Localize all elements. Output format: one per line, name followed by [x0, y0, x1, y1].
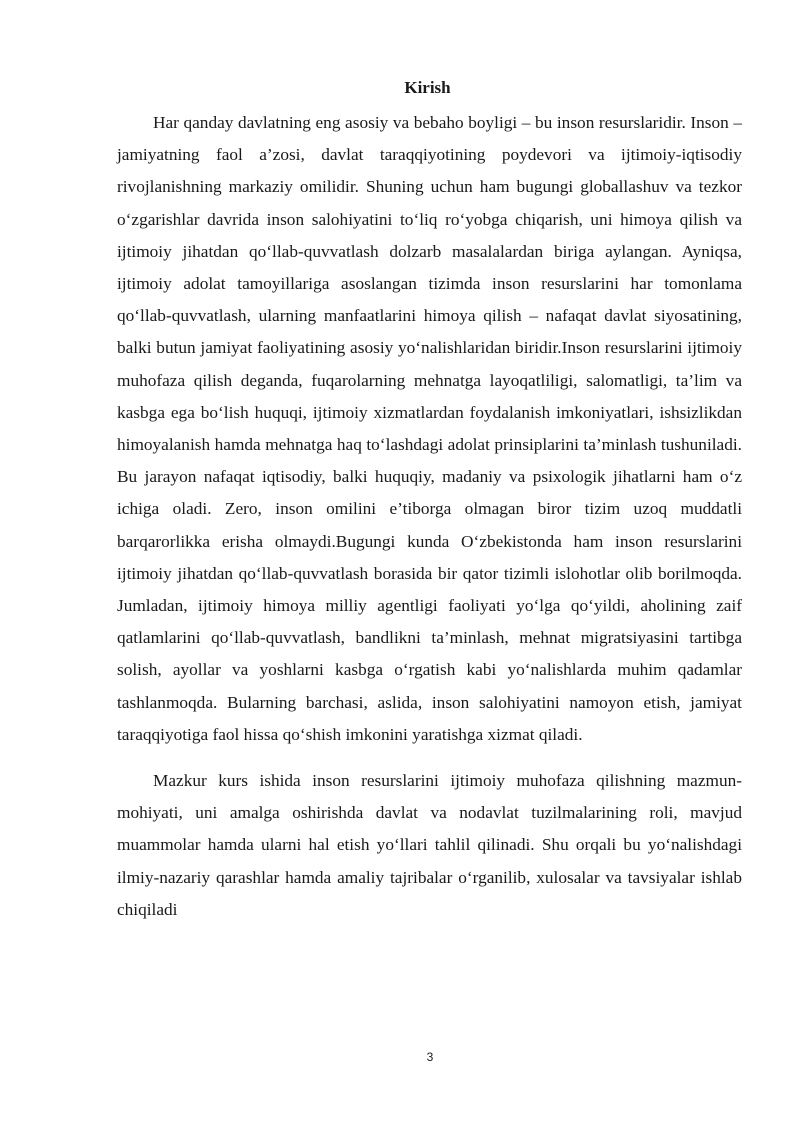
body-text: [117, 107, 742, 926]
page-number: 3: [426, 1050, 434, 1064]
page-title: Kirish: [404, 78, 451, 97]
paragraph-2: Mazkur kurs ishida inson resurslarini ijtimoiy muhofaza qilishning mazmun-mohiyati, uni amalga oshirishda davlat va nodavlat tuzilmalarining roli, mavjud muammolar hamda ularni hal etish yo‘llari tahlil qilinadi. Shu orqali bu yo‘nalishdagi ilmiy-nazariy qarashlar hamda amaliy tajribalar o‘rganilib, xulosalar va tavsiyalar ishlab chiqiladi: [117, 771, 742, 919]
paragraph-1: Har qanday davlatning eng asosiy va bebaho boyligi – bu inson resurslaridir. Inson – jamiyatning faol a’zosi, davlat taraqqiyotining poydevori va ijtimoiy-iqtisodiy rivojlanishning markaziy omilidir. Shuning uchun ham bugungi globallashuv va tezkor o‘zgarishlar davrida inson salohiyatini to‘liq ro‘yobga chiqarish, uni himoya qilish va ijtimoiy jihatdan qo‘llab-quvvatlash dolzarb masalalardan biriga aylangan. Ayniqsa, ijtimoiy adolat tamoyillariga asoslangan tizimda inson resurslarini har tomonlama qo‘llab-quvvatlash, ularning manfaatlarini himoya qilish – nafaqat davlat siyosatining, balki butun jamiyat faoliyatining asosiy yo‘nalishlaridan biridir.Inson resurslarini ijtimoiy muhofaza qilish deganda, fuqarolarning mehnatga layoqatliligi, salomatligi, ta’lim va kasbga ega bo‘lish huquqi, ijtimoiy xizmatlardan foydalanish imkoniyatlari, ishsizlikdan himoyalanish hamda mehnatga haq to‘lashdagi adolat prinsiplarini ta’minlash tushuniladi. Bu jarayon nafaqat iqtisodiy, balki huquqiy, madaniy va psixologik jihatlarni ham o‘z ichiga oladi. Zero, inson omilini e’tiborga olmagan biror tizim uzoq muddatli barqarorlikka erisha olmaydi.Bugungi kunda O‘zbekistonda ham inson resurslarini ijtimoiy jihatdan qo‘llab-quvvatlash borasida bir qator tizimli islohotlar olib borilmoqda. Jumladan, ijtimoiy himoya milliy agentligi faoliyati yo‘lga qo‘yildi, aholining zaif qatlamlarini qo‘llab-quvvatlash, bandlikni ta’minlash, mehnat migratsiyasini tartibga solish, ayollar va yoshlarni kasbga o‘rgatish kabi yo‘nalishlarda muhim qadamlar tashlanmoqda. Bularning barchasi, aslida, inson salohiyatini namoyon etish, jamiyat taraqqiyotiga faol hissa qo‘shish imkonini yaratishga xizmat qiladi.: [117, 113, 742, 744]
